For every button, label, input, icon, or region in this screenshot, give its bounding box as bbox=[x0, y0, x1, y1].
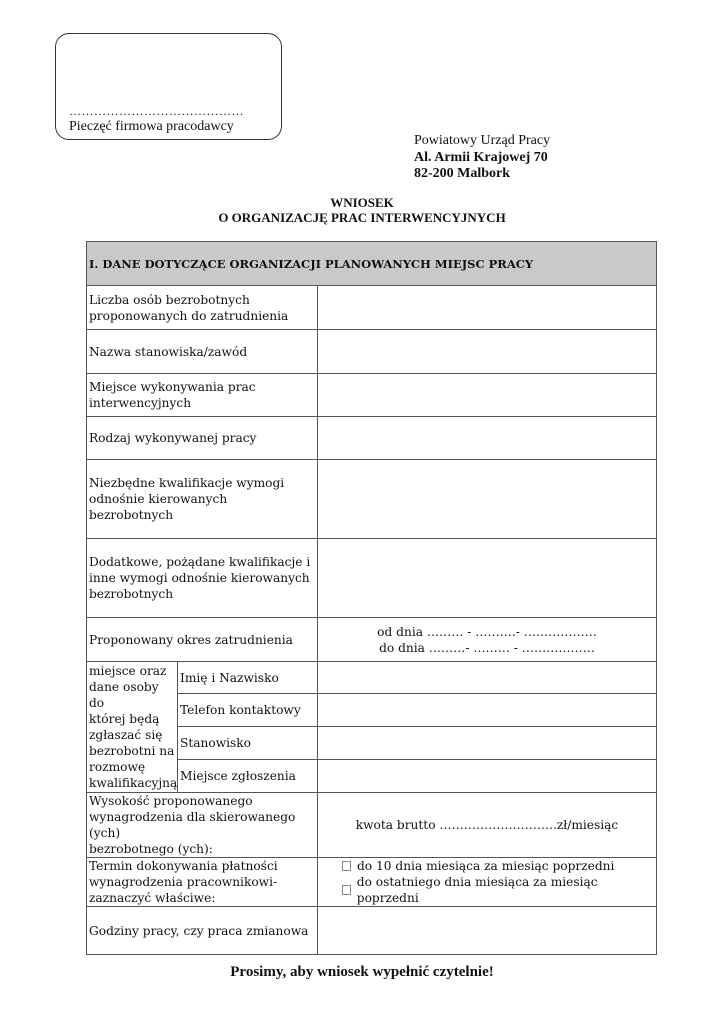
field-label bbox=[87, 460, 318, 539]
label-line: Termin dokonywania płatności bbox=[89, 859, 278, 873]
field-label: Miejsce zgłoszenia bbox=[178, 760, 318, 793]
field-label bbox=[87, 793, 318, 858]
section-header: I. DANE DOTYCZĄCE ORGANIZACJI PLANOWANYCH MIEJSC PRACY bbox=[87, 242, 657, 286]
address-line-3: 82-200 Malbork bbox=[414, 166, 511, 181]
form-row-contact-name bbox=[87, 662, 657, 694]
form-row-salary bbox=[87, 793, 657, 858]
application-form-table bbox=[86, 241, 657, 955]
document-subtitle: O ORGANIZACJĘ PRAC INTERWENCYJNYCH bbox=[218, 210, 506, 225]
period-input[interactable] bbox=[318, 618, 657, 662]
field-label: Telefon kontaktowy bbox=[178, 694, 318, 727]
salary-input[interactable]: kwota brutto ………………………..zł/miesiąc bbox=[318, 793, 657, 858]
label-line: proponowanych do zatrudnienia bbox=[89, 308, 289, 323]
checkbox-icon[interactable] bbox=[342, 861, 351, 871]
label-line: zgłaszać się bbox=[89, 728, 163, 742]
company-stamp-box bbox=[55, 33, 282, 140]
address-line-2: Al. Armii Krajowej 70 bbox=[414, 149, 548, 165]
label-line: inne wymogi odnośnie kierowanych bbox=[89, 571, 310, 585]
field-input[interactable] bbox=[318, 694, 657, 727]
label-line: interwencyjnych bbox=[89, 396, 192, 410]
field-label: Stanowisko bbox=[178, 727, 318, 760]
field-input[interactable] bbox=[318, 417, 657, 460]
field-label: Godziny pracy, czy praca zmianowa bbox=[87, 907, 318, 955]
label-line: Miejsce wykonywania prac bbox=[89, 380, 256, 394]
field-label bbox=[87, 539, 318, 618]
option-label: do ostatniego dnia miesiąca za miesiąc poprzedni bbox=[356, 875, 598, 905]
label-line: której będą bbox=[89, 712, 160, 726]
form-row-unemployed-count bbox=[87, 286, 657, 330]
form-row-payment-term bbox=[87, 858, 657, 907]
field-input[interactable] bbox=[318, 460, 657, 539]
field-label: Rodzaj wykonywanej pracy bbox=[87, 417, 318, 460]
field-input[interactable] bbox=[318, 727, 657, 760]
section-header-row bbox=[87, 242, 657, 286]
label-line: zaznaczyć właściwe: bbox=[89, 891, 216, 905]
label-line: Liczba osób bezrobotnych bbox=[89, 292, 250, 307]
label-line: bezrobotni na bbox=[89, 744, 175, 758]
label-line: Dodatkowe, pożądane kwalifikacje i bbox=[89, 555, 311, 569]
form-row-employment-period bbox=[87, 618, 657, 662]
form-row-working-hours bbox=[87, 907, 657, 955]
field-label bbox=[87, 858, 318, 907]
form-row-work-place bbox=[87, 374, 657, 417]
payment-options bbox=[318, 858, 657, 907]
stamp-dots: …………………………………… bbox=[69, 104, 244, 118]
period-to: do dnia ………- ……… - ……………… bbox=[379, 640, 595, 655]
field-label bbox=[87, 374, 318, 417]
stamp-label: Pieczęć firmowa pracodawcy bbox=[69, 119, 234, 134]
label-line: dane osoby do bbox=[89, 680, 159, 710]
label-line: wynagrodzenia dla skierowanego (ych) bbox=[89, 810, 296, 840]
field-input[interactable] bbox=[318, 286, 657, 330]
label-line: Wysokość proponowanego bbox=[89, 794, 253, 808]
field-label: Nazwa stanowiska/zawód bbox=[87, 330, 318, 374]
field-input[interactable] bbox=[318, 539, 657, 618]
field-label bbox=[87, 286, 318, 330]
recipient-address bbox=[414, 133, 550, 183]
field-label: Imię i Nazwisko bbox=[178, 662, 318, 694]
payment-option-1[interactable] bbox=[342, 858, 654, 874]
field-input[interactable] bbox=[318, 374, 657, 417]
period-from: od dnia ……… - ……….- ……………… bbox=[377, 624, 597, 639]
form-row-additional-requirements bbox=[87, 539, 657, 618]
contact-group-label bbox=[87, 662, 178, 793]
form-row-work-type bbox=[87, 417, 657, 460]
label-line: miejsce oraz bbox=[89, 664, 167, 678]
field-input[interactable] bbox=[318, 907, 657, 955]
label-line: wynagrodzenia pracownikowi- bbox=[89, 875, 278, 889]
payment-option-2[interactable] bbox=[342, 874, 654, 906]
address-line-1: Powiatowy Urząd Pracy bbox=[414, 133, 551, 148]
label-line: bezrobotnego (ych): bbox=[89, 842, 213, 856]
label-line: bezrobotnych bbox=[89, 587, 174, 601]
field-input[interactable] bbox=[318, 662, 657, 694]
field-label: Proponowany okres zatrudnienia bbox=[87, 618, 318, 662]
label-line: rozmowę bbox=[89, 760, 146, 774]
label-line: kwalifikacyjną bbox=[89, 776, 178, 790]
checkbox-icon[interactable] bbox=[342, 885, 351, 895]
document-title: WNIOSEK bbox=[330, 195, 394, 210]
label-line: odnośnie kierowanych bezrobotnych bbox=[89, 492, 228, 522]
footer-note: Prosimy, aby wniosek wypełnić czytelnie! bbox=[230, 964, 494, 980]
label-line: Niezbędne kwalifikacje wymogi bbox=[89, 476, 285, 490]
form-row-position bbox=[87, 330, 657, 374]
form-row-qualifications bbox=[87, 460, 657, 539]
field-input[interactable] bbox=[318, 330, 657, 374]
option-label: do 10 dnia miesiąca za miesiąc poprzedni bbox=[357, 859, 615, 873]
field-input[interactable] bbox=[318, 760, 657, 793]
